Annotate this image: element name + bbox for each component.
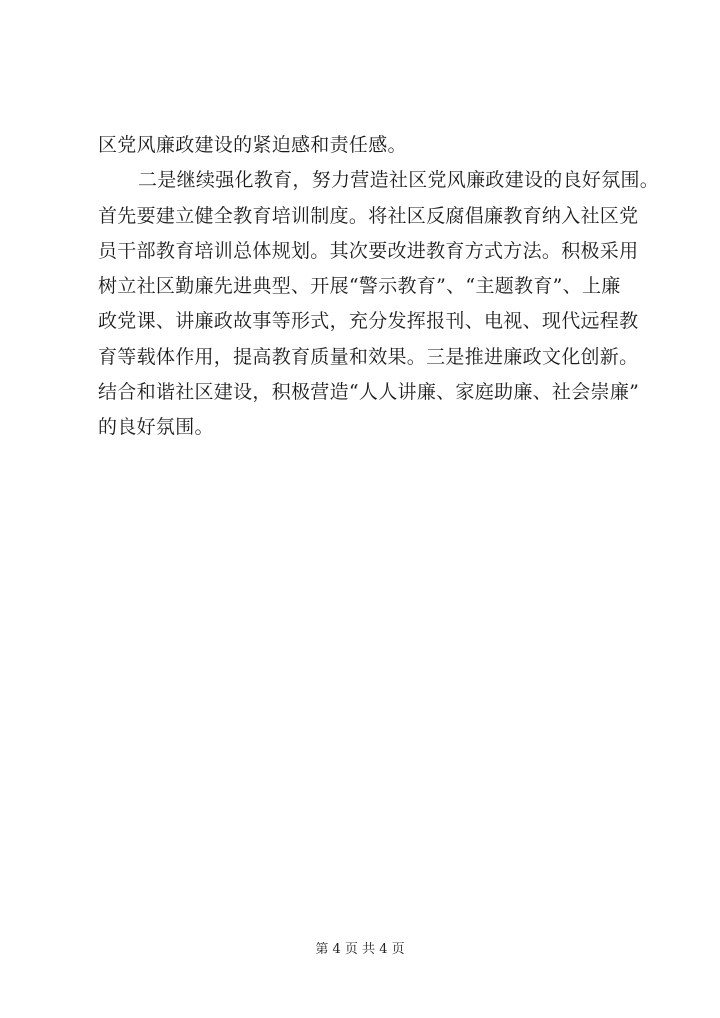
document-body	[98, 128, 658, 446]
page-number-footer: 第 4 页 共 4 页	[315, 942, 405, 957]
text-line: 的良好氛围。	[98, 416, 214, 439]
text-line: 树立社区勤廉先进典型、开展“警示教育”、“主题教育”、上廉	[98, 275, 621, 298]
text-line: 政党课、讲廉政故事等形式，充分发挥报刊、电视、现代远程教	[98, 310, 639, 333]
text-line: 结合和谐社区建设，积极营造“人人讲廉、家庭助廉、社会崇廉”	[98, 381, 640, 404]
paragraph-first-line: 二是继续强化教育，努力营造社区党风廉政建设的良好氛围。	[138, 169, 660, 192]
text-line: 区党风廉政建设的紧迫感和责任感。	[98, 134, 407, 156]
text-line: 首先要建立健全教育培训制度。将社区反腐倡廉教育纳入社区党	[98, 204, 639, 227]
text-line: 育等载体作用，提高教育质量和效果。三是推进廉政文化创新。	[98, 345, 639, 368]
text-line: 员干部教育培训总体规划。其次要改进教育方式方法。积极采用	[98, 239, 639, 262]
